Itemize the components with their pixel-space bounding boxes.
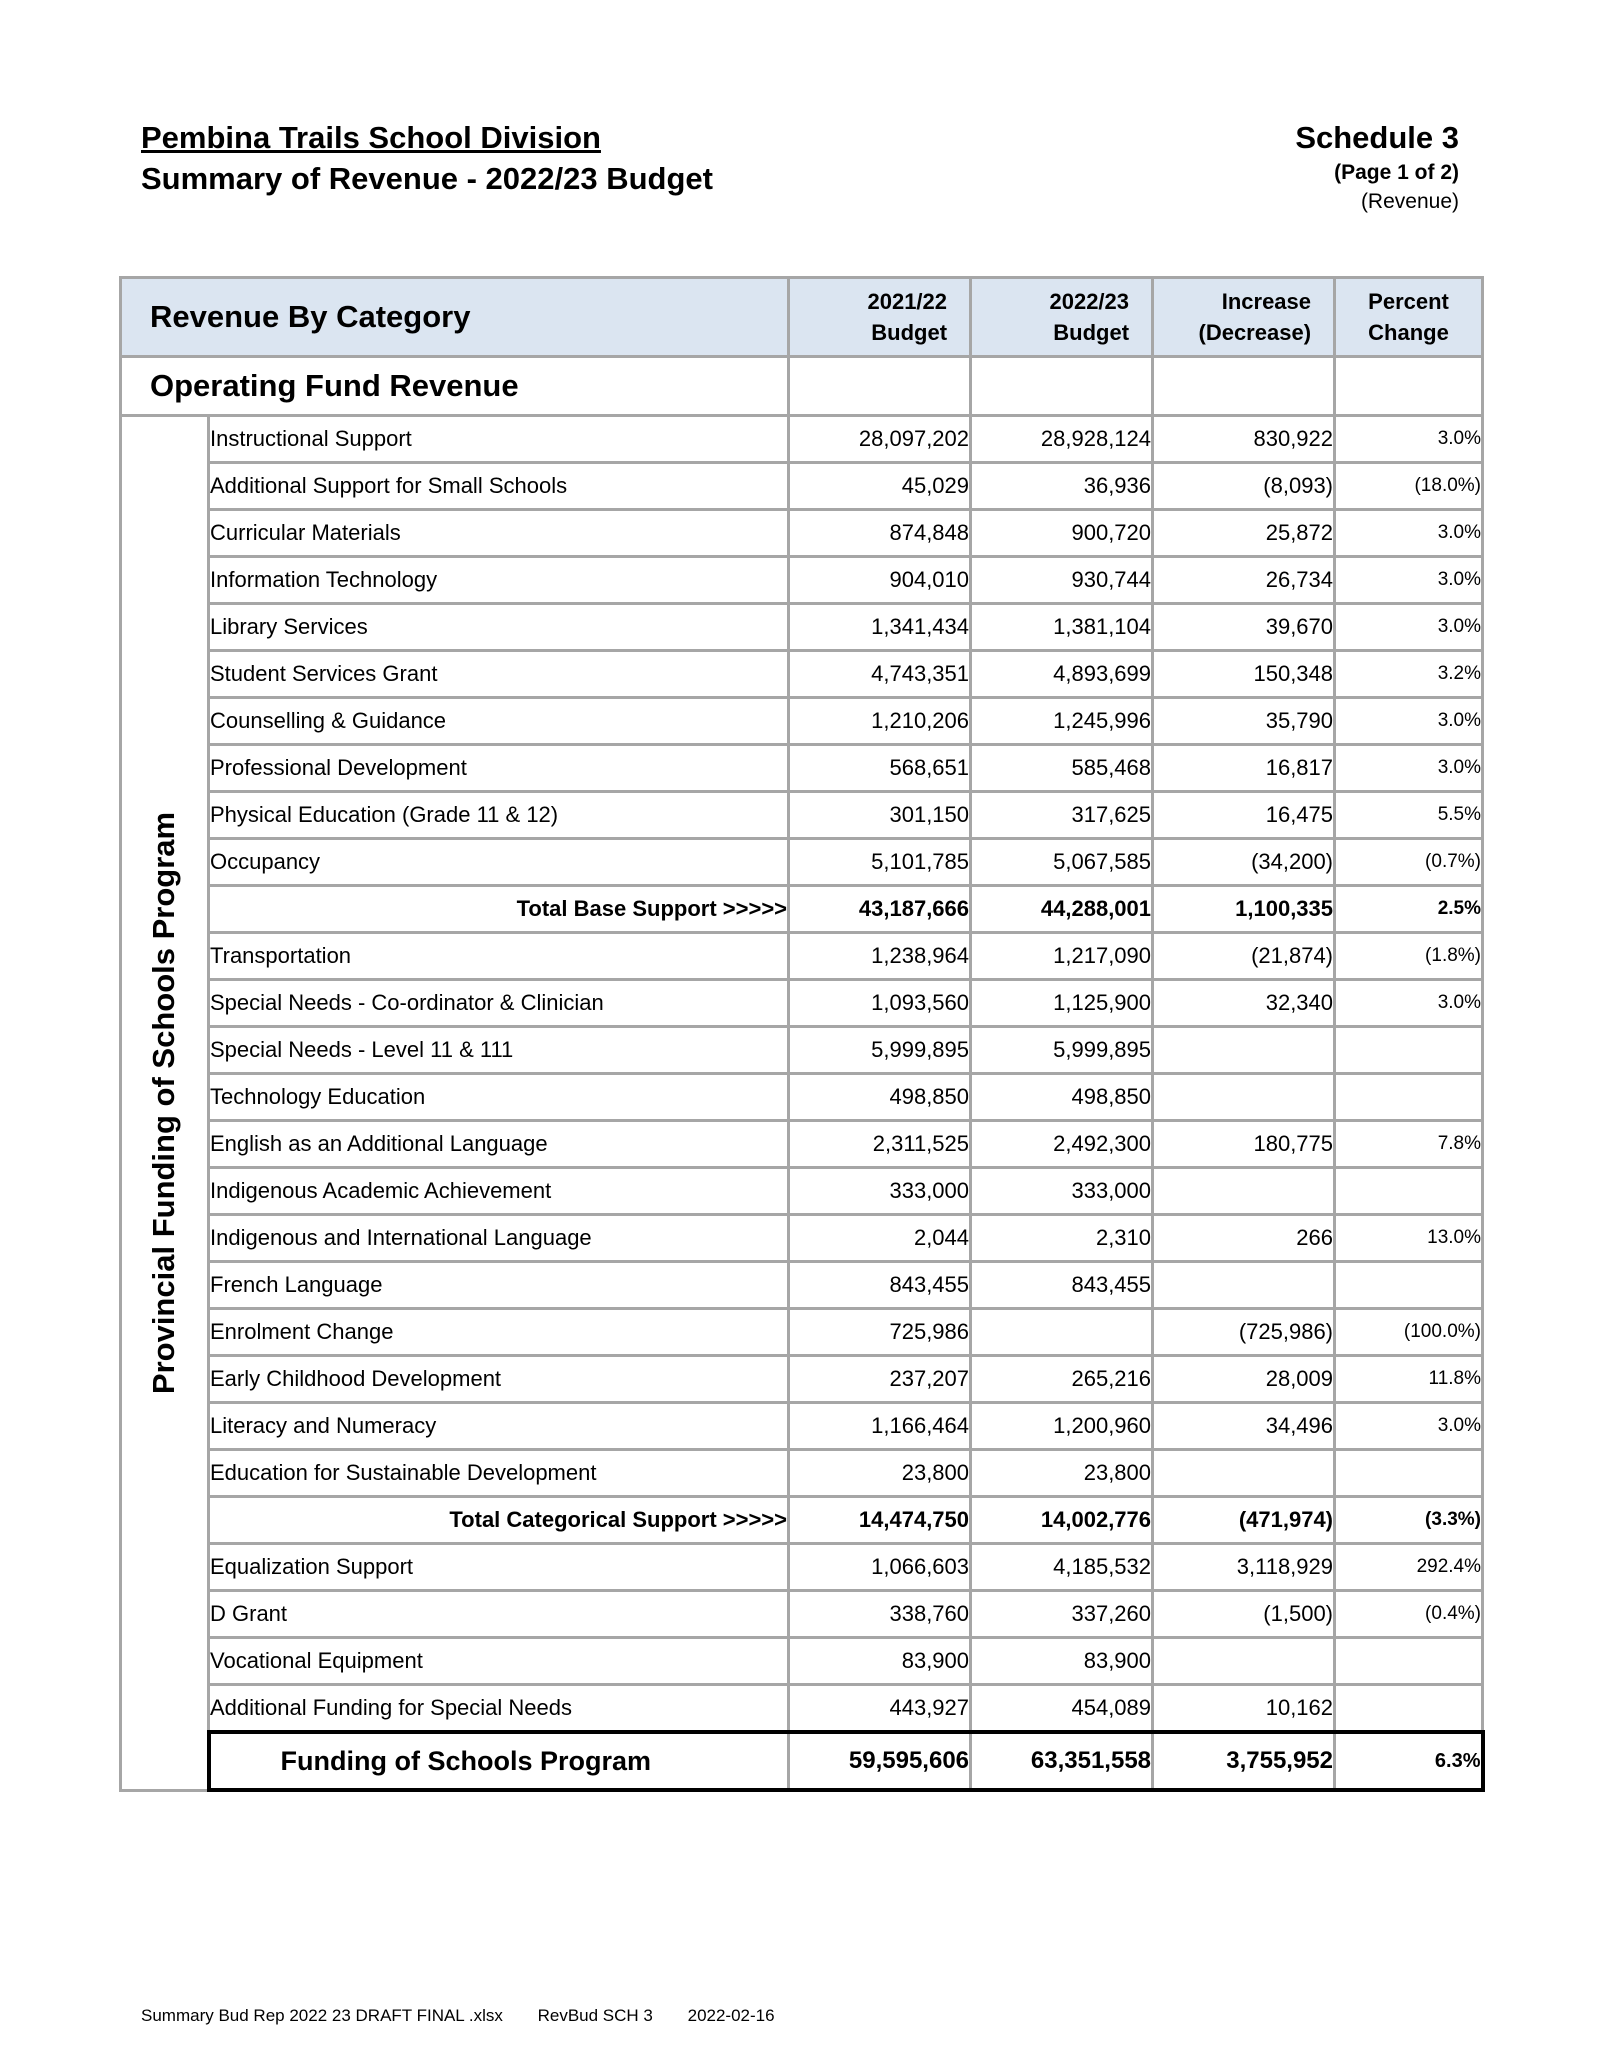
percent-change: 3.0% [1335,745,1483,792]
budget-2021-22: 28,097,202 [789,416,971,463]
increase-decrease: 16,475 [1153,792,1335,839]
increase-decrease: (34,200) [1153,839,1335,886]
budget-2022-23: 1,200,960 [971,1403,1153,1450]
row-label: Special Needs - Co-ordinator & Clinician [209,980,789,1027]
table-row [121,1215,1483,1262]
table-row [121,416,1483,463]
percent-change: (18.0%) [1335,463,1483,510]
row-label: Additional Funding for Special Needs [209,1685,789,1733]
budget-2022-23: 337,260 [971,1591,1153,1638]
page-footer [141,2006,805,2026]
budget-2022-23: 5,067,585 [971,839,1153,886]
budget-2021-22: 1,166,464 [789,1403,971,1450]
row-label: Technology Education [209,1074,789,1121]
increase-decrease: (1,500) [1153,1591,1335,1638]
budget-2021-22: 1,341,434 [789,604,971,651]
row-label: Counselling & Guidance [209,698,789,745]
percent-change [1335,1168,1483,1215]
table-row [121,510,1483,557]
increase-decrease [1153,1168,1335,1215]
increase-decrease [1153,1027,1335,1074]
budget-2021-22: 2,044 [789,1215,971,1262]
percent-change: 5.5% [1335,792,1483,839]
table-row [121,557,1483,604]
budget-2022-23: 333,000 [971,1168,1153,1215]
budget-2022-23: 1,245,996 [971,698,1153,745]
budget-2022-23: 2,492,300 [971,1121,1153,1168]
column-header-percent: Percent Change [1335,278,1483,357]
row-label: Indigenous and International Language [209,1215,789,1262]
increase-decrease [1153,1262,1335,1309]
table-row [121,980,1483,1027]
percent-change: 3.0% [1335,557,1483,604]
footer-sheet: RevBud SCH 3 [537,2006,653,2025]
row-label: Education for Sustainable Development [209,1450,789,1497]
budget-2022-23: 1,217,090 [971,933,1153,980]
increase-decrease [1153,1638,1335,1685]
row-label: Literacy and Numeracy [209,1403,789,1450]
budget-2022-23: 36,936 [971,463,1153,510]
category-header: Revenue By Category [121,278,789,357]
percent-change [1335,1074,1483,1121]
table-row [121,1027,1483,1074]
table-row [121,1638,1483,1685]
budget-2022-23: 317,625 [971,792,1153,839]
side-label: Provincial Funding of Schools Program [146,811,182,1394]
percent-change: 6.3% [1335,1732,1483,1790]
percent-change: (100.0%) [1335,1309,1483,1356]
row-label: Early Childhood Development [209,1356,789,1403]
increase-decrease: 26,734 [1153,557,1335,604]
increase-decrease: 150,348 [1153,651,1335,698]
increase-decrease: 180,775 [1153,1121,1335,1168]
budget-2022-23: 1,125,900 [971,980,1153,1027]
budget-2022-23: 23,800 [971,1450,1153,1497]
budget-2021-22: 237,207 [789,1356,971,1403]
row-label: Information Technology [209,557,789,604]
column-header-2021-22: 2021/22 Budget [789,278,971,357]
budget-2021-22: 2,311,525 [789,1121,971,1168]
page-indicator: (Page 1 of 2) [1334,161,1459,184]
budget-2021-22: 904,010 [789,557,971,604]
footer-date: 2022-02-16 [687,2006,775,2025]
table-row [121,1685,1483,1733]
budget-2022-23: 4,893,699 [971,651,1153,698]
table-row [121,745,1483,792]
table-row [121,1121,1483,1168]
percent-change: 13.0% [1335,1215,1483,1262]
budget-2022-23: 2,310 [971,1215,1153,1262]
increase-decrease: (725,986) [1153,1309,1335,1356]
row-label: Indigenous Academic Achievement [209,1168,789,1215]
subtotal-row [121,886,1483,933]
row-label: Equalization Support [209,1544,789,1591]
table-row [121,1544,1483,1591]
table-row [121,1262,1483,1309]
percent-change: 2.5% [1335,886,1483,933]
percent-change: 11.8% [1335,1356,1483,1403]
row-label: D Grant [209,1591,789,1638]
increase-decrease: 830,922 [1153,416,1335,463]
budget-2022-23: 63,351,558 [971,1732,1153,1790]
row-label: Student Services Grant [209,651,789,698]
budget-2022-23: 843,455 [971,1262,1153,1309]
percent-change: 3.0% [1335,1403,1483,1450]
increase-decrease: (21,874) [1153,933,1335,980]
percent-change [1335,1685,1483,1733]
row-label: Occupancy [209,839,789,886]
table-row [121,1450,1483,1497]
budget-2022-23: 454,089 [971,1685,1153,1733]
budget-2021-22: 874,848 [789,510,971,557]
increase-decrease: 34,496 [1153,1403,1335,1450]
row-label: Additional Support for Small Schools [209,463,789,510]
row-label: Transportation [209,933,789,980]
percent-change: 7.8% [1335,1121,1483,1168]
increase-decrease: 266 [1153,1215,1335,1262]
row-label: Library Services [209,604,789,651]
schedule-header [1295,118,1459,216]
budget-2021-22: 843,455 [789,1262,971,1309]
budget-2022-23: 900,720 [971,510,1153,557]
organization-name: Pembina Trails School Division [141,120,601,155]
percent-change [1335,1262,1483,1309]
budget-2022-23: 585,468 [971,745,1153,792]
table-row [121,1309,1483,1356]
row-label: Curricular Materials [209,510,789,557]
budget-2021-22: 1,093,560 [789,980,971,1027]
budget-2022-23: 44,288,001 [971,886,1153,933]
budget-2021-22: 45,029 [789,463,971,510]
increase-decrease: (471,974) [1153,1497,1335,1544]
budget-2022-23 [971,1309,1153,1356]
percent-change: 3.0% [1335,416,1483,463]
increase-decrease: 1,100,335 [1153,886,1335,933]
increase-decrease: 3,755,952 [1153,1732,1335,1790]
budget-2021-22: 5,101,785 [789,839,971,886]
section-label: (Revenue) [1360,190,1459,213]
table-row [121,463,1483,510]
budget-2021-22: 83,900 [789,1638,971,1685]
subtotal-row [121,1497,1483,1544]
budget-2021-22: 43,187,666 [789,886,971,933]
table-row [121,604,1483,651]
budget-2021-22: 725,986 [789,1309,971,1356]
budget-2021-22: 1,210,206 [789,698,971,745]
column-header-increase: Increase (Decrease) [1153,278,1335,357]
increase-decrease [1153,1074,1335,1121]
subtotal-label: Total Base Support >>>>> [209,886,789,933]
increase-decrease: 28,009 [1153,1356,1335,1403]
table-row [121,933,1483,980]
budget-2021-22: 23,800 [789,1450,971,1497]
row-label: Special Needs - Level 11 & 111 [209,1027,789,1074]
row-label: English as an Additional Language [209,1121,789,1168]
percent-change: (0.4%) [1335,1591,1483,1638]
percent-change [1335,1638,1483,1685]
budget-2021-22: 1,238,964 [789,933,971,980]
increase-decrease: 32,340 [1153,980,1335,1027]
grand-total-row [121,1732,1483,1790]
percent-change [1335,1450,1483,1497]
table-header-row [121,278,1483,357]
increase-decrease: 39,670 [1153,604,1335,651]
percent-change: 3.0% [1335,604,1483,651]
budget-2022-23: 930,744 [971,557,1153,604]
budget-2021-22: 301,150 [789,792,971,839]
percent-change: (0.7%) [1335,839,1483,886]
schedule-number: Schedule 3 [1295,120,1459,155]
table-row [121,1168,1483,1215]
budget-2021-22: 59,595,606 [789,1732,971,1790]
document-header [141,118,713,200]
row-label: Physical Education (Grade 11 & 12) [209,792,789,839]
percent-change: 3.0% [1335,698,1483,745]
column-header-2022-23: 2022/23 Budget [971,278,1153,357]
row-label: French Language [209,1262,789,1309]
grand-total-label: Funding of Schools Program [209,1732,789,1790]
revenue-table [119,276,1485,1792]
budget-2022-23: 28,928,124 [971,416,1153,463]
percent-change: (3.3%) [1335,1497,1483,1544]
percent-change: 3.0% [1335,980,1483,1027]
budget-2022-23: 498,850 [971,1074,1153,1121]
table-row [121,792,1483,839]
table-row [121,651,1483,698]
increase-decrease: 3,118,929 [1153,1544,1335,1591]
side-label-cell [121,416,209,1791]
operating-fund-row [121,357,1483,416]
increase-decrease: 25,872 [1153,510,1335,557]
budget-2022-23: 265,216 [971,1356,1153,1403]
percent-change: 3.2% [1335,651,1483,698]
row-label: Professional Development [209,745,789,792]
table-row [121,1403,1483,1450]
subtotal-label: Total Categorical Support >>>>> [209,1497,789,1544]
document-subtitle: Summary of Revenue - 2022/23 Budget [141,161,713,196]
increase-decrease: 16,817 [1153,745,1335,792]
budget-2021-22: 568,651 [789,745,971,792]
row-label: Enrolment Change [209,1309,789,1356]
table-row [121,698,1483,745]
percent-change: 292.4% [1335,1544,1483,1591]
percent-change: 3.0% [1335,510,1483,557]
budget-2021-22: 333,000 [789,1168,971,1215]
table-row [121,1356,1483,1403]
row-label: Instructional Support [209,416,789,463]
budget-2021-22: 1,066,603 [789,1544,971,1591]
budget-2021-22: 5,999,895 [789,1027,971,1074]
budget-2022-23: 1,381,104 [971,604,1153,651]
table-row [121,1591,1483,1638]
operating-fund-title: Operating Fund Revenue [121,357,789,416]
table-row [121,839,1483,886]
budget-2021-22: 443,927 [789,1685,971,1733]
budget-2022-23: 5,999,895 [971,1027,1153,1074]
increase-decrease: (8,093) [1153,463,1335,510]
budget-2021-22: 4,743,351 [789,651,971,698]
increase-decrease [1153,1450,1335,1497]
budget-2022-23: 4,185,532 [971,1544,1153,1591]
percent-change [1335,1027,1483,1074]
budget-2021-22: 338,760 [789,1591,971,1638]
footer-file: Summary Bud Rep 2022 23 DRAFT FINAL .xlsx [141,2006,503,2025]
budget-2021-22: 498,850 [789,1074,971,1121]
row-label: Vocational Equipment [209,1638,789,1685]
percent-change: (1.8%) [1335,933,1483,980]
increase-decrease: 10,162 [1153,1685,1335,1733]
budget-2022-23: 14,002,776 [971,1497,1153,1544]
table-row [121,1074,1483,1121]
budget-2021-22: 14,474,750 [789,1497,971,1544]
budget-2022-23: 83,900 [971,1638,1153,1685]
increase-decrease: 35,790 [1153,698,1335,745]
